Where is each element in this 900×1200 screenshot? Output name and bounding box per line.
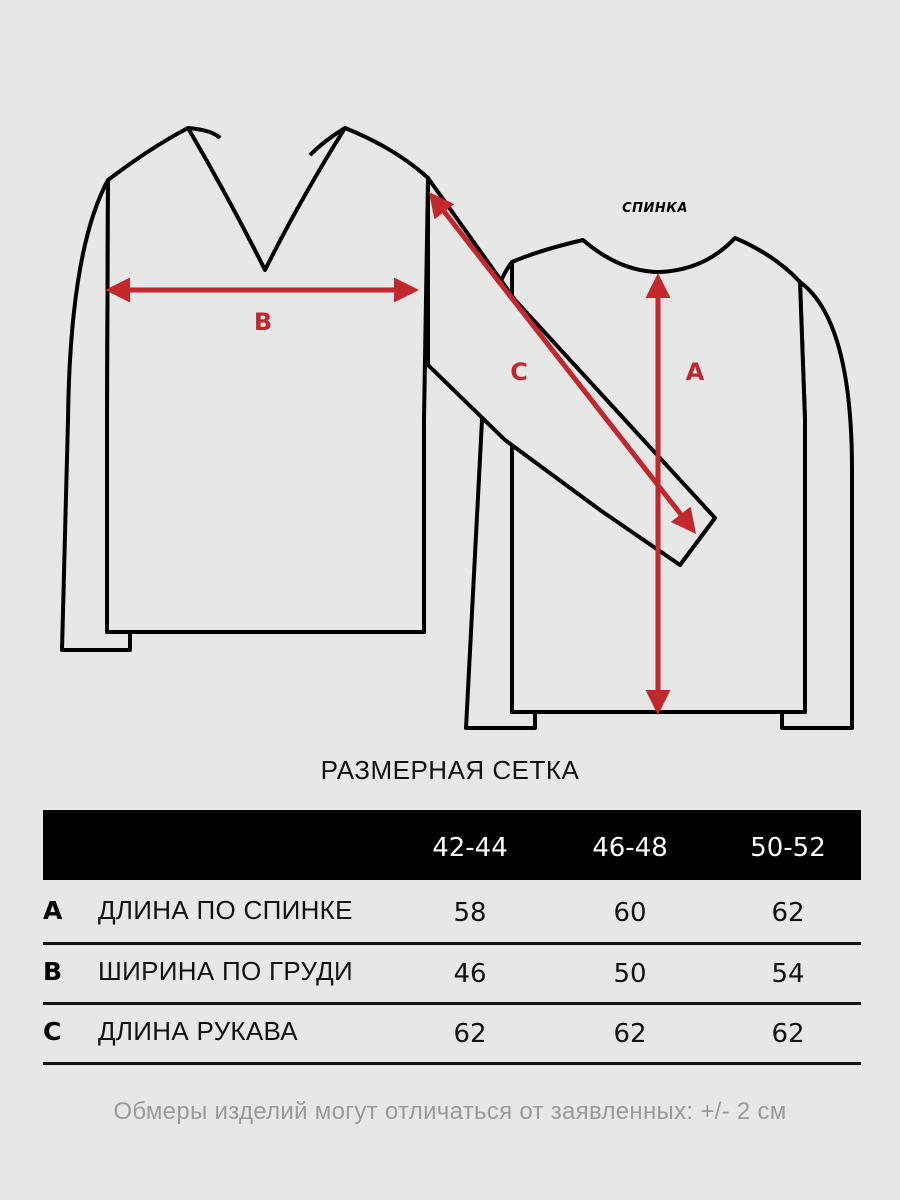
table-row (43, 1002, 861, 1065)
row-label: ШИРИНА ПО ГРУДИ (98, 956, 354, 986)
measurement-disclaimer: Обмеры изделий могут отличаться от заявленных: +/- 2 см (113, 1098, 787, 1125)
row-value: 62 (771, 1019, 805, 1049)
row-value: 62 (771, 898, 805, 928)
row-value: 58 (453, 898, 487, 928)
row-letter: B (43, 957, 63, 986)
row-value: 50 (613, 959, 647, 989)
row-letter: C (43, 1017, 62, 1046)
size-column-header: 46-48 (592, 833, 668, 863)
row-label: ДЛИНА РУКАВА (98, 1016, 298, 1046)
row-value: 60 (613, 898, 647, 928)
back-view-caption: СПИНКА (622, 201, 688, 216)
row-label: ДЛИНА ПО СПИНКЕ (98, 895, 353, 925)
page-title: РАЗМЕРНАЯ СЕТКА (320, 755, 580, 785)
marker-b-label: B (253, 308, 273, 336)
row-value: 46 (453, 959, 487, 989)
row-value: 62 (613, 1019, 647, 1049)
marker-a-label: A (685, 358, 705, 386)
marker-c-label: C (510, 358, 528, 386)
size-column-header: 42-44 (432, 833, 508, 863)
row-letter: A (43, 896, 63, 925)
size-table-header (43, 810, 861, 880)
table-row (43, 942, 861, 1005)
row-value: 54 (771, 959, 805, 989)
table-row (43, 882, 861, 945)
row-value: 62 (453, 1019, 487, 1049)
size-column-header: 50-52 (750, 833, 826, 863)
